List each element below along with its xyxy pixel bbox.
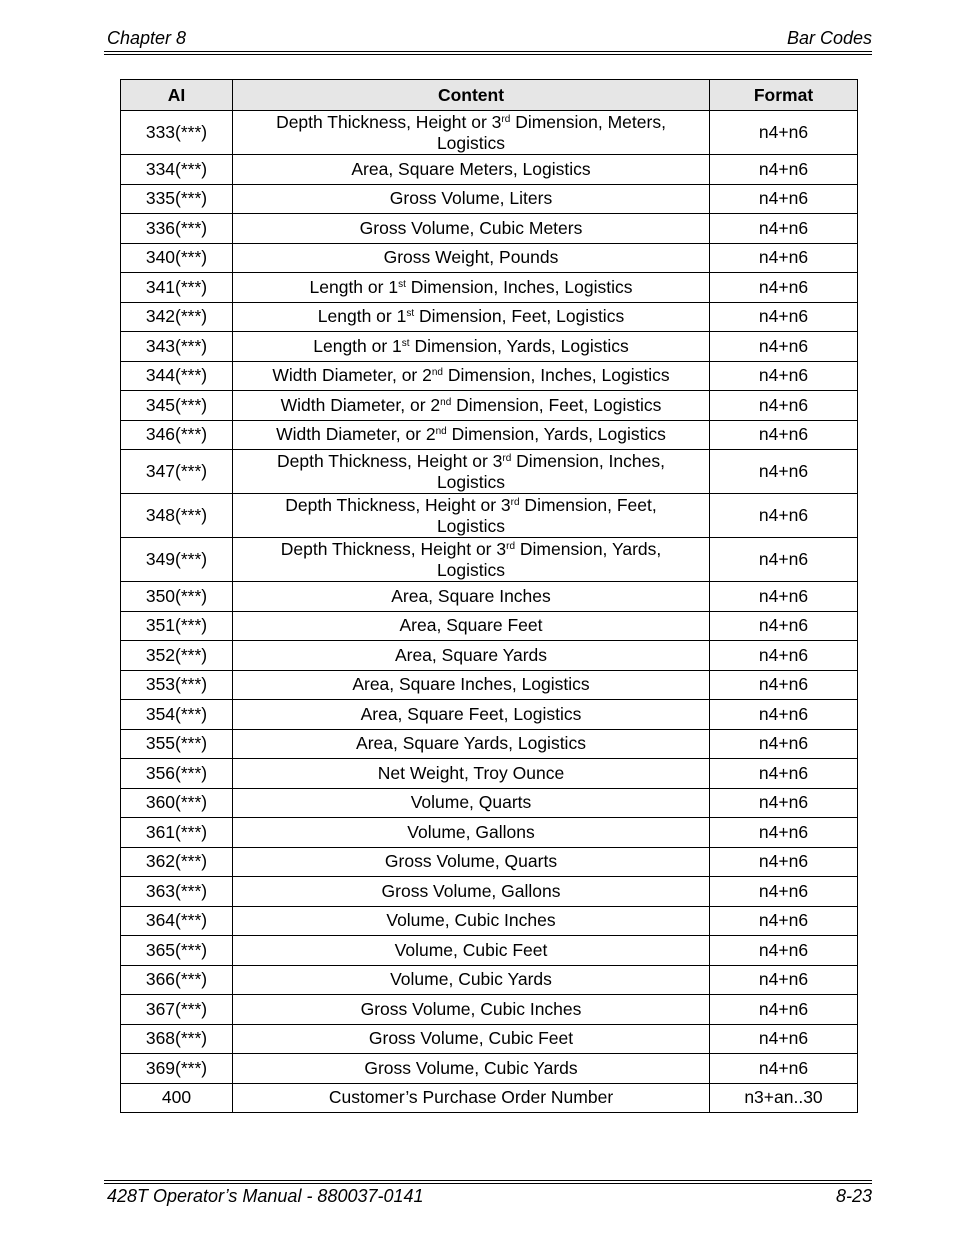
content-text: Volume, Cubic Yards (390, 969, 552, 990)
content-text: Width Diameter, or 2 (280, 394, 441, 415)
content-text: Gross Weight, Pounds (383, 247, 559, 268)
content-cell (233, 538, 710, 582)
content-cell (233, 184, 710, 214)
content-cell (233, 847, 710, 877)
ordinal-suffix: rd (501, 113, 511, 125)
table-row (121, 582, 858, 612)
content-text: Customer’s Purchase Order Number (328, 1087, 614, 1108)
header-rule (104, 54, 872, 55)
content-text: Length or 1 (309, 276, 399, 297)
table-row (121, 273, 858, 303)
section-title: Bar Codes (786, 28, 872, 48)
content-text: Gross Volume, Gallons (381, 880, 561, 901)
content-text: Gross Volume, Cubic Inches (360, 998, 582, 1019)
ordinal-suffix: nd (435, 426, 447, 438)
ordinal-suffix: st (398, 278, 406, 290)
ordinal-suffix: st (406, 308, 415, 320)
ai-cell: 368(***) (121, 1024, 233, 1054)
table-row (121, 729, 858, 759)
content-text: Width Diameter, or 2 (272, 365, 432, 386)
header-rule (104, 51, 872, 52)
content-cell (233, 302, 710, 332)
content-text: Net Weight, Troy Ounce (377, 762, 565, 783)
format-cell: n4+n6 (710, 538, 858, 582)
table-row (121, 420, 858, 450)
content-cell (233, 995, 710, 1025)
ordinal-suffix: rd (506, 540, 516, 552)
format-cell: n4+n6 (710, 759, 858, 789)
table-row (121, 111, 858, 155)
table-row (121, 877, 858, 907)
format-cell: n4+n6 (710, 788, 858, 818)
footer-rule (104, 1183, 872, 1184)
table-header-row (121, 80, 858, 111)
content-text: Area, Square Feet, Logistics (360, 703, 582, 724)
ai-cell: 333(***) (121, 111, 233, 155)
content-text: Volume, Gallons (407, 821, 535, 842)
content-text: Gross Volume, Cubic Meters (359, 217, 583, 238)
content-text: Depth Thickness, Height or 3 (276, 111, 502, 132)
ai-cell: 346(***) (121, 420, 233, 450)
format-cell: n4+n6 (710, 700, 858, 730)
content-text-continued: Dimension, Inches, Logistics (442, 365, 670, 386)
format-cell: n4+n6 (710, 877, 858, 907)
ai-cell: 356(***) (121, 759, 233, 789)
ai-cell: 350(***) (121, 582, 233, 612)
content-cell (233, 729, 710, 759)
content-text-continued: Dimension, Yards, (515, 538, 662, 559)
ai-cell: 351(***) (121, 611, 233, 641)
ai-cell: 369(***) (121, 1054, 233, 1084)
format-cell: n4+n6 (710, 494, 858, 538)
table-row (121, 391, 858, 421)
table-row (121, 1054, 858, 1084)
ordinal-suffix: rd (510, 496, 520, 508)
format-cell: n4+n6 (710, 670, 858, 700)
format-cell: n4+n6 (710, 906, 858, 936)
content-text: Length or 1 (317, 306, 407, 327)
content-text-continued: Dimension, Feet, (519, 494, 657, 515)
content-text: Volume, Quarts (410, 792, 532, 813)
content-cell (233, 332, 710, 362)
content-text-line2: Logistics (436, 559, 506, 580)
ai-cell: 344(***) (121, 361, 233, 391)
content-cell (233, 1083, 710, 1113)
content-text: Area, Square Yards, Logistics (356, 733, 586, 754)
content-text-continued: Dimension, Inches, (511, 450, 665, 471)
table-body (121, 111, 858, 1113)
table-row (121, 906, 858, 936)
content-cell (233, 611, 710, 641)
content-cell (233, 494, 710, 538)
content-cell (233, 670, 710, 700)
table-row (121, 818, 858, 848)
ai-cell: 342(***) (121, 302, 233, 332)
ai-cell: 355(***) (121, 729, 233, 759)
format-cell: n4+n6 (710, 729, 858, 759)
table-row (121, 494, 858, 538)
table-row (121, 700, 858, 730)
ai-cell: 336(***) (121, 214, 233, 244)
format-cell: n4+n6 (710, 818, 858, 848)
content-text: Depth Thickness, Height or 3 (280, 538, 507, 559)
content-text-continued: Dimension, Feet, Logistics (414, 306, 625, 327)
column-header-format: Format (710, 80, 858, 111)
ai-cell: 360(***) (121, 788, 233, 818)
ai-cell: 361(***) (121, 818, 233, 848)
table-row (121, 847, 858, 877)
ai-cell: 400 (121, 1083, 233, 1113)
content-cell (233, 759, 710, 789)
content-cell (233, 877, 710, 907)
content-text: Area, Square Inches, Logistics (352, 674, 590, 695)
format-cell: n4+n6 (710, 420, 858, 450)
table-row (121, 965, 858, 995)
content-text: Gross Volume, Quarts (384, 851, 558, 872)
format-cell: n4+n6 (710, 450, 858, 494)
format-cell: n4+n6 (710, 641, 858, 671)
content-text-continued: Dimension, Feet, Logistics (451, 394, 662, 415)
content-cell (233, 273, 710, 303)
content-cell (233, 155, 710, 185)
ordinal-suffix: rd (502, 452, 512, 464)
content-text-continued: Dimension, Yards, Logistics (409, 335, 629, 356)
format-cell: n4+n6 (710, 582, 858, 612)
footer-rule (104, 1180, 872, 1181)
table-row (121, 788, 858, 818)
table-row (121, 302, 858, 332)
ai-cell: 362(***) (121, 847, 233, 877)
page-number: 8-23 (835, 1186, 872, 1206)
table-row (121, 641, 858, 671)
ai-cell: 365(***) (121, 936, 233, 966)
table-row (121, 759, 858, 789)
format-cell: n4+n6 (710, 273, 858, 303)
format-cell: n4+n6 (710, 155, 858, 185)
format-cell: n4+n6 (710, 847, 858, 877)
format-cell: n4+n6 (710, 936, 858, 966)
ai-table (120, 79, 858, 1113)
content-text: Area, Square Inches (391, 585, 551, 606)
content-text: Area, Square Yards (394, 644, 548, 665)
ai-cell: 366(***) (121, 965, 233, 995)
ai-cell: 364(***) (121, 906, 233, 936)
content-text: Area, Square Meters, Logistics (351, 158, 591, 179)
ai-cell: 335(***) (121, 184, 233, 214)
content-text: Depth Thickness, Height or 3 (277, 450, 503, 471)
page-header (107, 28, 872, 49)
content-cell (233, 391, 710, 421)
format-cell: n4+n6 (710, 965, 858, 995)
ai-cell: 334(***) (121, 155, 233, 185)
content-cell (233, 818, 710, 848)
table-row (121, 243, 858, 273)
ai-cell: 363(***) (121, 877, 233, 907)
format-cell: n4+n6 (710, 302, 858, 332)
content-text-line2: Logistics (436, 471, 506, 492)
content-text: Width Diameter, or 2 (276, 424, 436, 445)
table-row (121, 670, 858, 700)
ai-cell: 348(***) (121, 494, 233, 538)
table-row (121, 995, 858, 1025)
content-cell (233, 361, 710, 391)
format-cell: n4+n6 (710, 611, 858, 641)
table-row (121, 184, 858, 214)
content-cell (233, 965, 710, 995)
content-cell (233, 214, 710, 244)
content-text: Length or 1 (313, 335, 402, 356)
content-text: Depth Thickness, Height or 3 (285, 494, 511, 515)
content-cell (233, 450, 710, 494)
ai-cell: 352(***) (121, 641, 233, 671)
format-cell: n4+n6 (710, 243, 858, 273)
content-text-continued: Dimension, Inches, Logistics (405, 276, 633, 297)
content-text: Gross Volume, Cubic Feet (368, 1028, 574, 1049)
format-cell: n4+n6 (710, 184, 858, 214)
content-text-line2: Logistics (436, 132, 506, 153)
page-footer (107, 1186, 872, 1207)
content-cell (233, 111, 710, 155)
ai-cell: 367(***) (121, 995, 233, 1025)
ai-cell: 354(***) (121, 700, 233, 730)
manual-title: 428T Operator’s Manual - 880037-0141 (107, 1186, 424, 1206)
content-text: Area, Square Feet (399, 615, 543, 636)
table-row (121, 1083, 858, 1113)
content-text-continued: Dimension, Meters, (510, 111, 666, 132)
format-cell: n4+n6 (710, 111, 858, 155)
format-cell: n4+n6 (710, 995, 858, 1025)
table-row (121, 538, 858, 582)
format-cell: n4+n6 (710, 214, 858, 244)
content-cell (233, 1024, 710, 1054)
content-cell (233, 936, 710, 966)
ai-cell: 340(***) (121, 243, 233, 273)
content-cell (233, 906, 710, 936)
ai-cell: 353(***) (121, 670, 233, 700)
format-cell: n4+n6 (710, 1024, 858, 1054)
ai-cell: 345(***) (121, 391, 233, 421)
content-cell (233, 700, 710, 730)
column-header-content: Content (233, 80, 710, 111)
ai-cell: 341(***) (121, 273, 233, 303)
table-row (121, 611, 858, 641)
ordinal-suffix: nd (440, 396, 452, 408)
format-cell: n4+n6 (710, 361, 858, 391)
content-text: Gross Volume, Cubic Yards (364, 1057, 578, 1078)
table-row (121, 936, 858, 966)
content-text: Gross Volume, Liters (389, 188, 553, 209)
column-header-ai: AI (121, 80, 233, 111)
ai-cell: 343(***) (121, 332, 233, 362)
ordinal-suffix: st (401, 337, 410, 349)
table-row (121, 332, 858, 362)
content-cell (233, 243, 710, 273)
ai-cell: 347(***) (121, 450, 233, 494)
content-text-line2: Logistics (436, 515, 506, 536)
format-cell: n3+an..30 (710, 1083, 858, 1113)
table-row (121, 155, 858, 185)
content-text: Volume, Cubic Feet (394, 939, 548, 960)
content-text-continued: Dimension, Yards, Logistics (446, 424, 666, 445)
content-cell (233, 1054, 710, 1084)
content-cell (233, 582, 710, 612)
ordinal-suffix: nd (431, 367, 443, 379)
content-text: Volume, Cubic Inches (386, 910, 556, 931)
format-cell: n4+n6 (710, 391, 858, 421)
table-row (121, 1024, 858, 1054)
content-cell (233, 420, 710, 450)
ai-cell: 349(***) (121, 538, 233, 582)
content-cell (233, 788, 710, 818)
format-cell: n4+n6 (710, 332, 858, 362)
table-row (121, 361, 858, 391)
table-row (121, 450, 858, 494)
table-row (121, 214, 858, 244)
chapter-label: Chapter 8 (107, 28, 187, 48)
format-cell: n4+n6 (710, 1054, 858, 1084)
content-cell (233, 641, 710, 671)
